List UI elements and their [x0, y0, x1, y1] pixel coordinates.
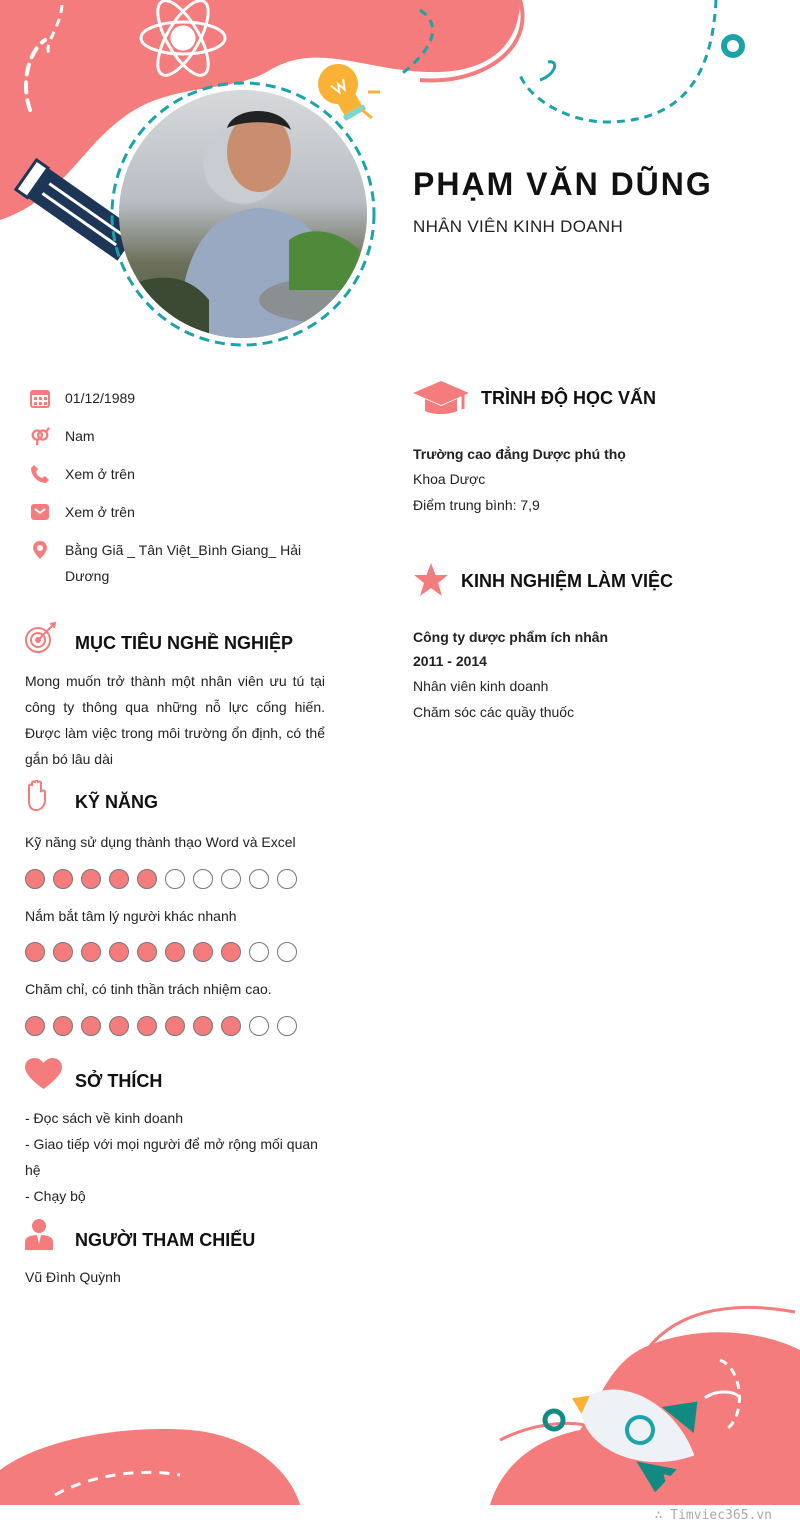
rating-dot-empty — [249, 1016, 269, 1036]
hobbies-title: SỞ THÍCH — [75, 1071, 163, 1091]
rating-dot-empty — [277, 869, 297, 889]
footer-logo-icon: ∴ — [654, 1508, 671, 1523]
rating-dot-empty — [221, 869, 241, 889]
skill-rating-1 — [25, 869, 297, 889]
experience-period: 2011 - 2014 — [413, 653, 487, 669]
person-icon — [25, 1218, 53, 1250]
rating-dot-filled — [53, 1016, 73, 1036]
skills-title: KỸ NĂNG — [75, 792, 159, 812]
rating-dot-filled — [25, 1016, 45, 1036]
rating-dot-filled — [81, 942, 101, 962]
info-gender — [30, 426, 315, 449]
skill-name-2: Nắm bắt tâm lý người khác nhanh — [25, 908, 237, 924]
rating-dot-filled — [25, 942, 45, 962]
rating-dot-filled — [81, 869, 101, 889]
education-gpa: Điểm trung bình: 7,9 — [413, 497, 540, 513]
rating-dot-filled — [193, 942, 213, 962]
address-value: Bằng Giã _ Tân Việt_Bình Giang_ Hải Dương — [65, 542, 302, 584]
info-birthday — [30, 388, 315, 411]
objective-title: MỤC TIÊU NGHỀ NGHIỆP — [75, 633, 294, 653]
location-icon — [30, 540, 50, 560]
graduation-cap-icon — [413, 381, 469, 415]
candidate-name: PHẠM VĂN DŨNG — [413, 166, 713, 202]
rating-dot-filled — [137, 942, 157, 962]
phone-icon — [30, 464, 50, 484]
phone-value: Xem ở trên — [65, 466, 135, 482]
hobby-item-3: - Chạy bộ — [25, 1188, 86, 1204]
bottom-decoration — [0, 1290, 800, 1531]
birthday-value: 01/12/1989 — [65, 390, 136, 406]
info-email — [30, 502, 315, 525]
hobby-item-2: - Giao tiếp với mọi người để mở rộng mối quan hệ — [25, 1136, 318, 1178]
skill-rating-3 — [25, 1016, 297, 1036]
email-icon — [30, 502, 50, 522]
rating-dot-filled — [109, 942, 129, 962]
rating-dot-filled — [109, 869, 129, 889]
rating-dot-filled — [137, 1016, 157, 1036]
skill-name-1: Kỹ năng sử dụng thành thạo Word và Excel — [25, 834, 296, 850]
target-icon — [24, 622, 58, 656]
rating-dot-filled — [165, 942, 185, 962]
rating-dot-empty — [193, 869, 213, 889]
job-title: NHÂN VIÊN KINH DOANH — [413, 217, 624, 236]
reference-name: Vũ Đình Quỳnh — [25, 1269, 121, 1285]
rating-dot-filled — [221, 942, 241, 962]
experience-title: KINH NGHIỆM LÀM VIỆC — [461, 571, 674, 591]
references-title: NGƯỜI THAM CHIẾU — [75, 1230, 256, 1250]
rating-dot-filled — [221, 1016, 241, 1036]
info-phone — [30, 464, 315, 487]
hand-icon — [25, 780, 49, 812]
experience-position: Nhân viên kinh doanh — [413, 678, 549, 694]
rating-dot-filled — [193, 1016, 213, 1036]
footer-brand — [655, 1508, 772, 1523]
email-value: Xem ở trên — [65, 504, 135, 520]
heart-icon — [25, 1058, 62, 1090]
rating-dot-filled — [81, 1016, 101, 1036]
experience-duty: Chăm sóc các quầy thuốc — [413, 704, 575, 720]
footer-brand-text: Timviec365.vn — [670, 1508, 772, 1523]
education-school: Trường cao đẳng Dược phú thọ — [413, 446, 626, 462]
profile-photo — [119, 90, 367, 338]
rating-dot-empty — [165, 869, 185, 889]
rating-dot-empty — [277, 1016, 297, 1036]
calendar-icon — [30, 388, 50, 408]
hobby-item-1: - Đọc sách về kinh doanh — [25, 1110, 183, 1126]
education-major: Khoa Dược — [413, 471, 486, 487]
skill-rating-2 — [25, 942, 297, 962]
rating-dot-filled — [53, 942, 73, 962]
skill-name-3: Chăm chỉ, có tinh thần trách nhiệm cao. — [25, 981, 272, 997]
star-icon — [413, 562, 449, 598]
info-address — [30, 540, 315, 589]
gender-icon — [30, 426, 50, 446]
rating-dot-filled — [25, 869, 45, 889]
rating-dot-empty — [249, 869, 269, 889]
rating-dot-filled — [109, 1016, 129, 1036]
rating-dot-empty — [277, 942, 297, 962]
rating-dot-filled — [53, 869, 73, 889]
gender-value: Nam — [65, 428, 95, 444]
rating-dot-filled — [165, 1016, 185, 1036]
experience-company: Công ty dược phẩm ích nhân — [413, 629, 609, 645]
education-title: TRÌNH ĐỘ HỌC VẤN — [481, 388, 656, 408]
objective-text: Mong muốn trở thành một nhân viên ưu tú tại công ty thông qua những nỗ lực cống hiến. Được làm việc trong môi trường ổn định, có thể gắn bó lâu dài — [25, 673, 325, 767]
rating-dot-filled — [137, 869, 157, 889]
rating-dot-empty — [249, 942, 269, 962]
profile-photo-frame — [109, 80, 377, 348]
